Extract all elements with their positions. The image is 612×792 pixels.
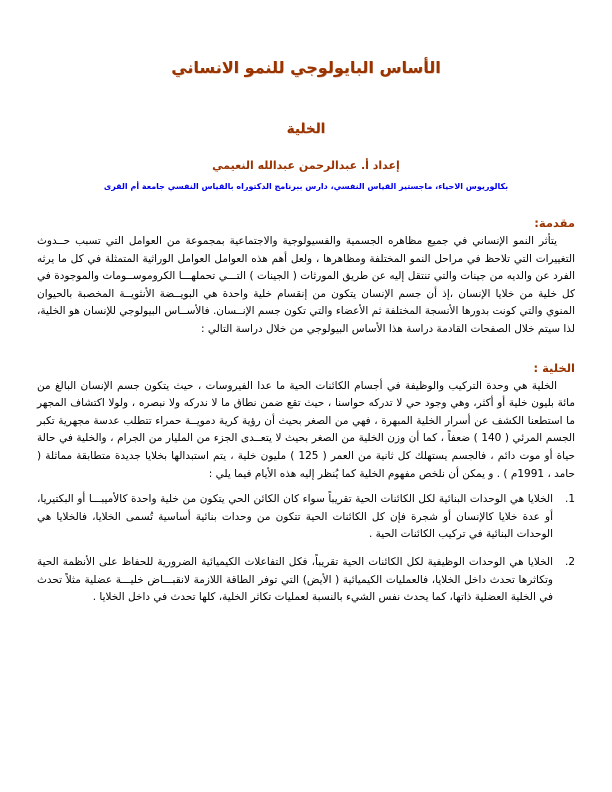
document-subtitle: الخلية bbox=[286, 121, 326, 137]
section-heading-introduction: مقدمة: bbox=[534, 216, 575, 230]
list-item-text: الخلايا هي الوحدات البنائية لكل الكائنات الحية تقريباً سواء كان الكائن الحي يتكون من خلية واحدة كالأميبـــا أو البكتيريا، أو عدة خلايا كالإنسان أو شجرة فإن كل الكائنات الحية تتكون من وحدات بنائية أساسية تُسمى الخلايا، فالخلايا هي الوحدات البنائية في تركيب الكائنات الحية . bbox=[37, 493, 553, 541]
document-title: الأساس البايولوجي للنمو الانساني bbox=[171, 58, 441, 77]
list-item bbox=[37, 491, 575, 544]
list-item-number: 1. bbox=[564, 493, 575, 506]
list-item-number: 2. bbox=[564, 555, 575, 568]
introduction-paragraph: يتأثر النمو الإنساني في جميع مظاهره الجسمية والفسيولوجية والاجتماعية بمجموعة من العوامل التي تسبب حــدوث التغييرات التي تلاحظ في مراحل النمو المختلفة ومظاهرها ، ولعل أهم هذه العوامل العوامل الوراثية المتمثلة في كل ما يرثه الفرد عن والديه من جينات والتي تنتقل إليه عن طريق المورثات ( الجينات ) التـــي تحملهـــا الكروموســومات والموجودة في كل خلية من خلايا الإنسان ،إذ أن جسم الإنسان يتكون من إنقسام خلية واحدة هي البويــضة الأنثويــة المخصبة بالحيوان المنوي والتي كونت بدورها الأنسجة المختلفة ثم الأعضاء والتي تكون جسم الإنــسان. فالأســاس البيولوجي للإنسان هو الخلية، لذا سيتم خلال الصفحات القادمة دراسة هذا الأساس البيولوجي من خلال دراسة التالي : bbox=[37, 235, 575, 335]
cell-paragraph: الخلية هي وحدة التركيب والوظيفة في أجسام الكائنات الحية ما عدا الفيروسات ، حيث يتكون جسم الإنسان البالغ من مائة بليون خلية أو أكثر، وهي وجود حي لا تدركه حواسنا ، حيث تقع ضمن نطاق ما لا ندركه ولا نبصره ، ولولا اكتشاف المجهر ما استطعنا الكشف عن أسرار الخلية المبهرة ، فهي من الصغر بحيث أن رؤية كرية دمويــة حمراء تتطلب عدسة مجهرية تكبر الجسم المرئي ( 140 ) ضعفاً ، كما أن وزن الخلية من الصغر بحيث لا يتعــدى الجزء من المليار من الجرام ، والخلية في حالة حياة أو موت دائم ، فالجسم يستهلك كل ثانية من العمر ( 125 ) مليون خلية ، يتم استبدالها بخلايا جديدة متطابقة مماثلة ( حامد ، 1991م ) . و يمكن أن نلخص مفهوم الخلية كما يُنظر إليه هذه الأيام فيما يلي : bbox=[37, 379, 576, 480]
author-byline: إعداد أ. عبدالرحمن عبدالله النعيمي bbox=[212, 159, 400, 172]
author-credentials: بكالوريوس الاحياء، ماجستير القياس النفسي، دارس ببرنامج الدكتوراه بالقياس النفسي جامعة أم القرى bbox=[103, 182, 509, 191]
cell-definition-list bbox=[37, 491, 575, 607]
list-item-text: الخلايا هي الوحدات الوظيفية لكل الكائنات الحية تقريباً، فكل التفاعلات الكيميائية الضرورية للحفاظ على الأنظمة الحية وتكاثرها تحدث داخل الخلايا، فالعمليات الكيميائية ( الأيض) التي توفر الطاقة اللازمة لانقبـــاض خليـــة عضلية مثلاً تحدث في الخلية العضلية ذاتها، كما يحدث نفس الشيء بالنسبة لعمليات تكاثر الخلية، كلها تحدث في داخل الخلايا . bbox=[37, 555, 553, 604]
list-item bbox=[37, 554, 575, 607]
section-heading-cell: الخلية : bbox=[533, 360, 575, 375]
